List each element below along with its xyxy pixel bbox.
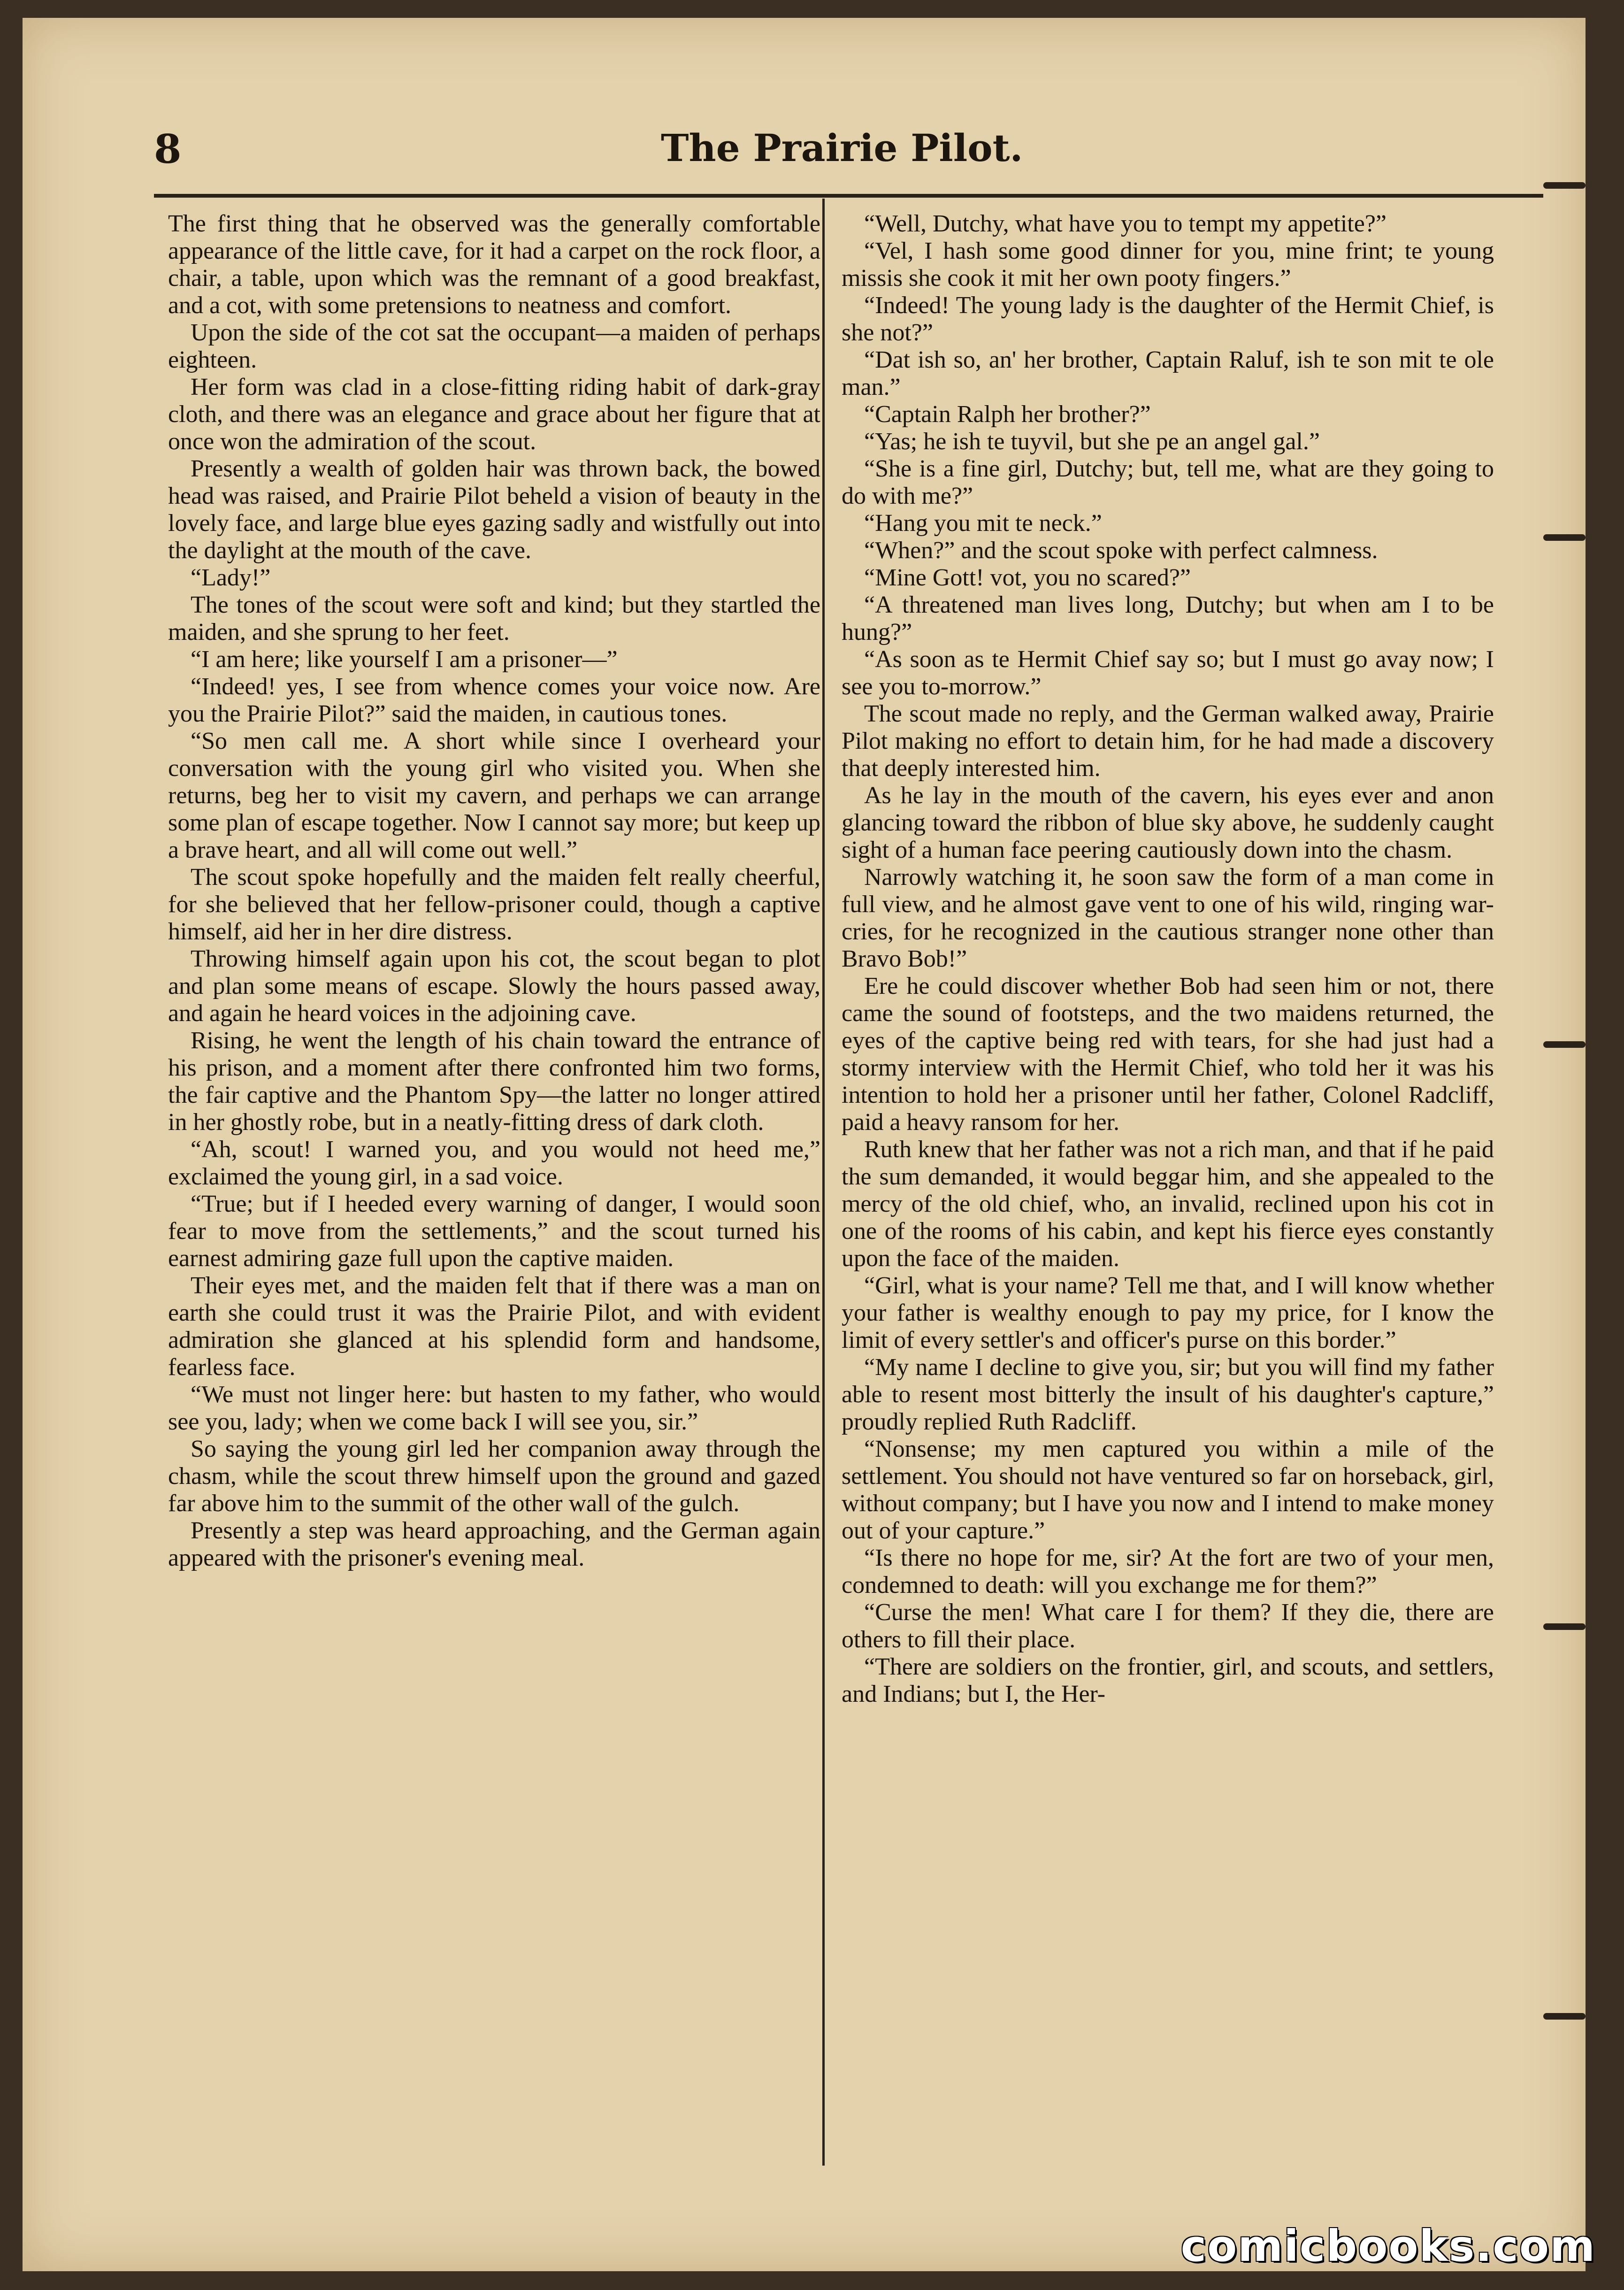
paragraph: “Lady!”	[191, 564, 271, 591]
paragraph: “Mine Gott! vot, you no scared?”	[864, 564, 1191, 591]
paragraph: The scout made no reply, and the German walked away, Prairie Pilot making no effort to detain him, for he had made a discovery that deeply interested him.	[842, 700, 1494, 782]
paragraph: Rising, he went the length of his chain toward the entrance of his prison, and a moment after there confronted him two forms, the fair captive and the Phantom Spy—the latter no longer attired in her ghostly robe, but in a neatly-fitting dress of dark cloth.	[168, 1027, 820, 1136]
paragraph: “True; but if I heeded every warning of danger, I would soon fear to move from the settlements,” and the scout turned his earnest admiring gaze full upon the captive maiden.	[168, 1191, 820, 1272]
paragraph: “My name I decline to give you, sir; but you will find my father able to resent most bitterly the insult of his daughter's capture,” proudly replied Ruth Radcliff.	[842, 1354, 1494, 1435]
paragraph: “Dat ish so, an' her brother, Captain Raluf, ish te son mit te ole man.”	[842, 346, 1494, 400]
paragraph: “Vel, I hash some good dinner for you, mine frint; te young missis she cook it mit her own pooty fingers.”	[842, 238, 1494, 292]
paragraph: Ruth knew that her father was not a rich man, and that if he paid the sum demanded, it would beggar him, and she appealed to the mercy of the old chief, who, an invalid, reclined upon his cot in one of the rooms of his cabin, and kept his fierce eyes constantly upon the face of the maiden.	[842, 1136, 1494, 1272]
paragraph: “Curse the men! What care I for them? If they die, there are others to fill their place.	[842, 1599, 1494, 1653]
left-column	[168, 210, 820, 2173]
paragraph: Their eyes met, and the maiden felt that if there was a man on earth she could trust it was the Prairie Pilot, and with evident admiration she glanced at his splendid form and handsome, fearless face.	[168, 1272, 820, 1381]
paragraph: “When?” and the scout spoke with perfect calmness.	[864, 537, 1378, 564]
paragraph: Presently a wealth of golden hair was thrown back, the bowed head was raised, and Prairie Pilot beheld a vision of beauty in the lovely face, and large blue eyes gazing sadly and wistfully out into the daylight at the mouth of the cave.	[168, 455, 820, 564]
paragraph: The scout spoke hopefully and the maiden felt really cheerful, for she believed that her fellow-prisoner could, though a captive himself, aid her in her dire distress.	[168, 864, 820, 945]
paragraph: The first thing that he observed was the generally comfortable appearance of the little cave, for it had a carpet on the rock floor, a chair, a table, upon which was the remnant of a good breakfast, and a cot, with some pretensions to neatness and comfort.	[168, 210, 820, 319]
page-header	[154, 116, 1543, 192]
paragraph: Throwing himself again upon his cot, the scout began to plot and plan some means of escape. Slowly the hours passed away, and again he heard voices in the adjoining cave.	[168, 945, 820, 1027]
staple-mark	[1543, 182, 1586, 189]
paragraph: “There are soldiers on the frontier, girl, and scouts, and settlers, and Indians; but I, the Her-	[842, 1653, 1494, 1707]
paragraph: “Well, Dutchy, what have you to tempt my appetite?”	[864, 210, 1387, 237]
paragraph: Narrowly watching it, he soon saw the form of a man come in full view, and he almost gave vent to one of his wild, ringing war-cries, for he recognized in the cautious stranger none other than Bravo Bob!”	[842, 864, 1494, 972]
paragraph: “As soon as te Hermit Chief say so; but I must go avay now; I see you to-morrow.”	[842, 646, 1494, 700]
paragraph: “Indeed! The young lady is the daughter of the Hermit Chief, is she not?”	[842, 292, 1494, 346]
paragraph: “Hang you mit te neck.”	[864, 510, 1102, 537]
staple-mark	[1543, 2013, 1586, 2020]
paragraph: “We must not linger here: but hasten to my father, who would see you, lady; when we come back I will see you, sir.”	[168, 1381, 820, 1435]
staple-mark	[1543, 1041, 1586, 1048]
header-rule	[154, 194, 1543, 198]
staple-mark	[1543, 1623, 1586, 1630]
paragraph: “A threatened man lives long, Dutchy; but when am I to be hung?”	[842, 592, 1494, 646]
paragraph: So saying the young girl led her companion away through the chasm, while the scout threw himself upon the ground and gazed far above him to the summit of the other wall of the gulch.	[168, 1436, 820, 1517]
page-number: 8	[154, 126, 182, 172]
paragraph: Upon the side of the cot sat the occupant—a maiden of perhaps eighteen.	[168, 319, 820, 373]
paragraph: Presently a step was heard approaching, and the German again appeared with the prisoner's evening meal.	[168, 1517, 820, 1571]
paragraph: As he lay in the mouth of the cavern, his eyes ever and anon glancing toward the ribbon of blue sky above, he suddenly caught sight of a human face peering cautiously down into the chasm.	[842, 782, 1494, 863]
staple-mark	[1543, 534, 1586, 541]
paragraph: Ere he could discover whether Bob had seen him or not, there came the sound of footsteps, and the two maidens returned, the eyes of the captive being red with tears, for she had just had a stormy interview with the Hermit Chief, who told her it was his intention to hold her a prisoner until her father, Colonel Radcliff, paid a heavy ransom for her.	[842, 973, 1494, 1136]
paragraph: “So men call me. A short while since I overheard your conversation with the young girl who visited you. When she returns, beg her to visit my cavern, and perhaps we can arrange some plan of escape together. Now I cannot say more; but keep up a brave heart, and all will come out well.”	[168, 728, 820, 863]
paragraph: The tones of the scout were soft and kind; but they startled the maiden, and she sprung to her feet.	[168, 592, 820, 646]
column-divider	[822, 199, 825, 2166]
right-column	[842, 210, 1494, 2173]
paragraph: “Yas; he ish te tuyvil, but she pe an angel gal.”	[864, 428, 1320, 455]
paragraph: “Indeed! yes, I see from whence comes your voice now. Are you the Prairie Pilot?” said the maiden, in cautious tones.	[168, 673, 820, 727]
paragraph: “Is there no hope for me, sir? At the fort are two of your men, condemned to death: will you exchange me for them?”	[842, 1545, 1494, 1598]
paragraph: “She is a fine girl, Dutchy; but, tell me, what are they going to do with me?”	[842, 455, 1494, 509]
paragraph: “Captain Ralph her brother?”	[864, 401, 1151, 428]
watermark-logo: comicbooks.com	[1180, 2221, 1596, 2271]
paragraph: “I am here; like yourself I am a prisoner—”	[191, 646, 618, 673]
paragraph: “Girl, what is your name? Tell me that, and I will know whether your father is wealthy enough to pay my price, for I know the limit of every settler's and officer's purse on this border.”	[842, 1272, 1494, 1353]
paragraph: Her form was clad in a close-fitting riding habit of dark-gray cloth, and there was an elegance and grace about her figure that at once won the admiration of the scout.	[168, 374, 820, 455]
paragraph: “Ah, scout! I warned you, and you would not heed me,” exclaimed the young girl, in a sad voice.	[168, 1136, 820, 1190]
magazine-page	[23, 18, 1586, 2271]
page-title: The Prairie Pilot.	[661, 126, 1023, 170]
paragraph: “Nonsense; my men captured you within a mile of the settlement. You should not have ventured so far on horseback, girl, without company; but I have you now and I intend to make money out of your capture.”	[842, 1436, 1494, 1544]
